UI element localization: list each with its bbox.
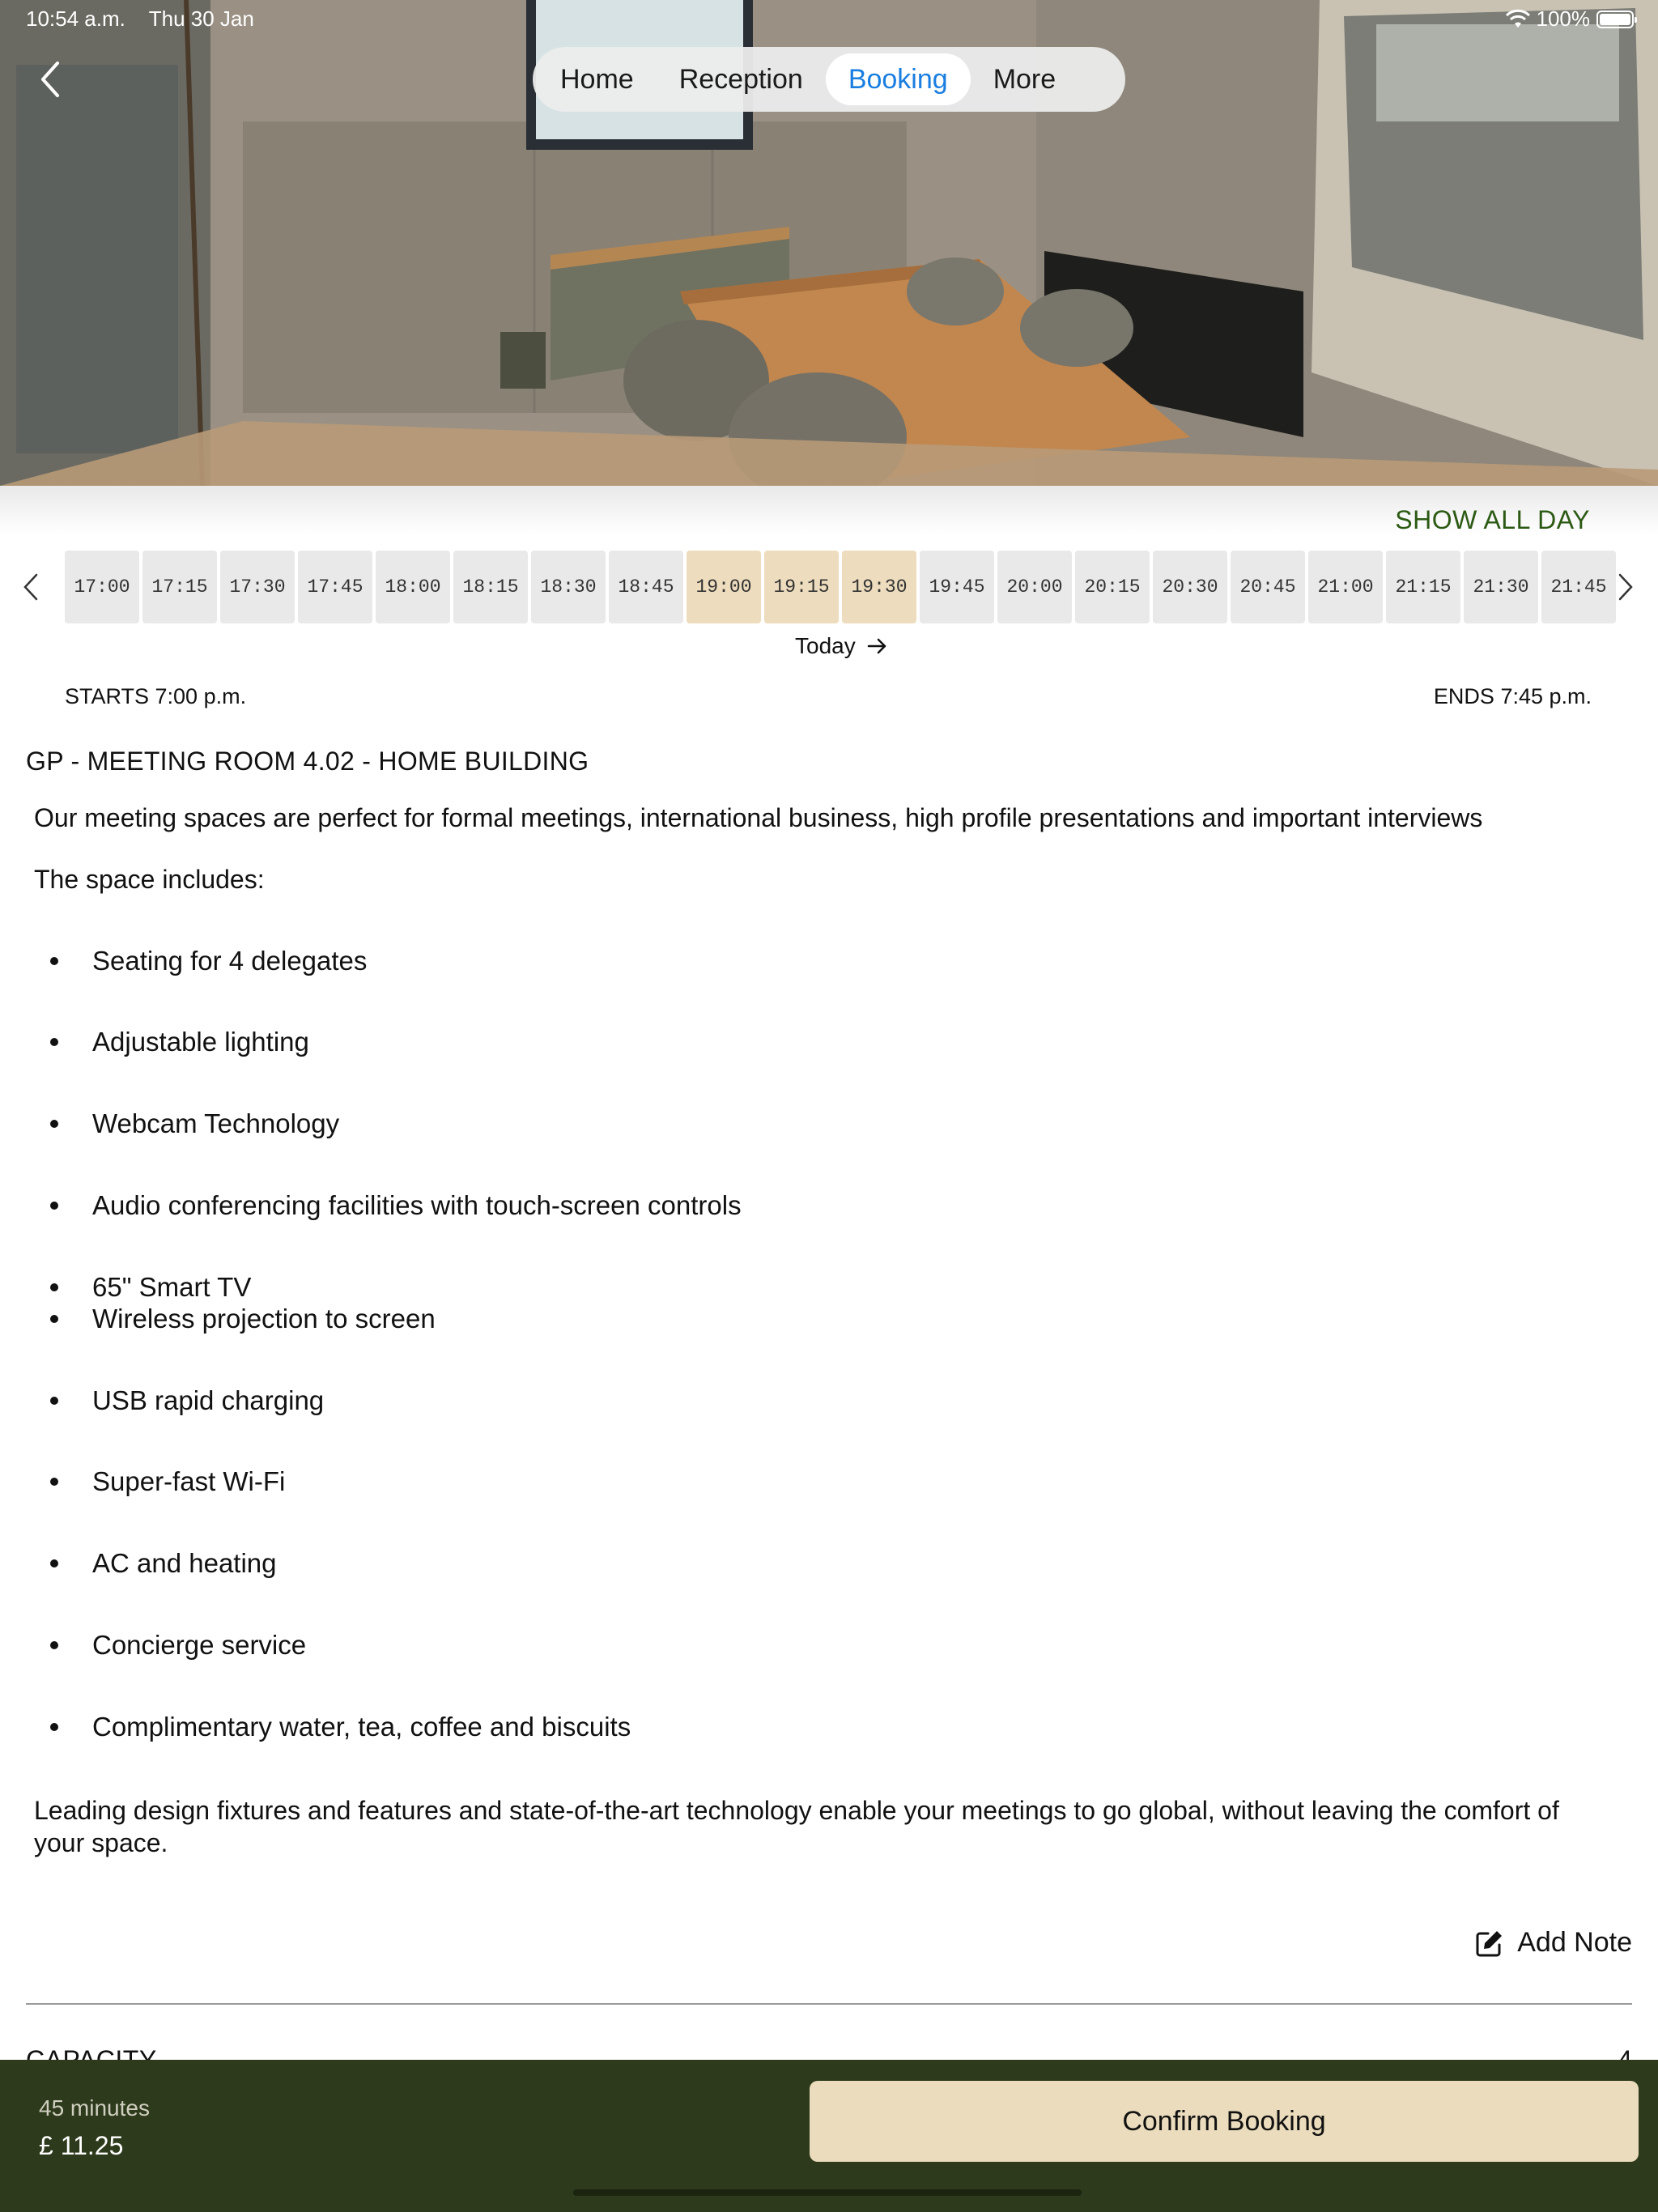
room-intro: Our meeting spaces are perfect for formal meetings, international business, high profile presentations and important interviews xyxy=(34,803,1483,832)
feature-item xyxy=(50,1630,306,1661)
tab-home[interactable]: Home xyxy=(560,63,634,95)
tab-booking[interactable]: Booking xyxy=(826,53,971,105)
feature-text: Seating for 4 delegates xyxy=(92,946,368,976)
booking-duration: 45 minutes xyxy=(39,2095,150,2121)
chevron-right-icon xyxy=(1618,573,1634,601)
feature-text: Concierge service xyxy=(92,1630,307,1660)
feature-item xyxy=(50,1027,309,1057)
battery-percent: 100% xyxy=(1536,6,1590,31)
start-time: STARTS 7:00 p.m. xyxy=(65,684,247,708)
time-slot[interactable]: 21:45 xyxy=(1541,551,1616,623)
today-button[interactable] xyxy=(795,633,888,659)
includes-label: The space includes: xyxy=(34,865,265,894)
bullet xyxy=(50,1559,58,1568)
bullet xyxy=(50,1723,58,1731)
feature-text: USB rapid charging xyxy=(92,1385,325,1415)
add-note-button[interactable] xyxy=(1475,1927,1632,1959)
booking-price: £ 11.25 xyxy=(39,2131,124,2160)
wifi-icon xyxy=(1506,10,1530,29)
add-note-label: Add Note xyxy=(1517,1927,1632,1958)
bullet xyxy=(50,1315,58,1323)
time-slot[interactable]: 20:30 xyxy=(1153,551,1227,623)
status-clock xyxy=(26,6,254,32)
arrow-right-icon xyxy=(867,637,888,655)
feature-text: 65" Smart TV xyxy=(92,1272,252,1302)
slots-prev-button[interactable] xyxy=(15,567,47,607)
time-slot[interactable]: 17:45 xyxy=(298,551,372,623)
status-time: 10:54 a.m. xyxy=(26,6,125,31)
time-slot[interactable]: 20:00 xyxy=(997,551,1072,623)
end-time: ENDS 7:45 p.m. xyxy=(1433,684,1592,708)
bullet xyxy=(50,1202,58,1210)
bullet xyxy=(50,1641,58,1649)
slots-next-button[interactable] xyxy=(1609,567,1642,607)
time-slot[interactable]: 20:45 xyxy=(1231,551,1305,623)
feature-text: Complimentary water, tea, coffee and biscuits xyxy=(92,1712,631,1742)
feature-item xyxy=(50,1548,277,1579)
time-slot[interactable]: 18:45 xyxy=(609,551,683,623)
feature-item xyxy=(50,1272,251,1303)
feature-item xyxy=(50,1108,339,1139)
time-slot[interactable]: 19:15 xyxy=(764,551,839,623)
time-slot[interactable]: 18:15 xyxy=(453,551,528,623)
segmented-nav xyxy=(533,47,1125,112)
battery-icon xyxy=(1596,11,1634,28)
bullet xyxy=(50,1397,58,1405)
divider xyxy=(26,2003,1632,2005)
room-title: GP - MEETING ROOM 4.02 - HOME BUILDING xyxy=(26,747,589,776)
time-slot[interactable]: 18:00 xyxy=(376,551,450,623)
feature-item xyxy=(50,1304,436,1334)
feature-item xyxy=(50,1466,285,1497)
time-slot[interactable]: 19:45 xyxy=(920,551,994,623)
booking-footer xyxy=(0,2060,1658,2212)
today-label: Today xyxy=(795,633,856,658)
time-slot[interactable]: 19:00 xyxy=(687,551,761,623)
feature-item xyxy=(50,946,367,976)
chevron-left-icon xyxy=(40,61,61,98)
confirm-booking-button[interactable]: Confirm Booking xyxy=(810,2081,1639,2162)
tab-reception[interactable]: Reception xyxy=(678,63,803,95)
show-all-day-button[interactable]: SHOW ALL DAY xyxy=(1395,505,1590,534)
feature-text: Adjustable lighting xyxy=(92,1027,309,1057)
feature-text: Webcam Technology xyxy=(92,1108,340,1138)
status-indicators xyxy=(1506,6,1635,32)
feature-text: AC and heating xyxy=(92,1548,277,1578)
edit-note-icon xyxy=(1475,1929,1504,1958)
bullet xyxy=(50,1120,58,1128)
chevron-left-icon xyxy=(23,573,39,601)
bullet xyxy=(50,1478,58,1486)
time-slot[interactable]: 17:00 xyxy=(65,551,139,623)
feature-item xyxy=(50,1190,742,1221)
back-button[interactable] xyxy=(32,57,68,102)
feature-text: Super-fast Wi-Fi xyxy=(92,1466,286,1496)
time-slot[interactable]: 21:15 xyxy=(1386,551,1460,623)
time-slot[interactable]: 21:00 xyxy=(1308,551,1383,623)
tab-more[interactable]: More xyxy=(993,63,1056,95)
feature-item xyxy=(50,1712,631,1742)
time-slot[interactable]: 21:30 xyxy=(1464,551,1538,623)
time-slot-strip xyxy=(65,551,1607,623)
time-slot[interactable]: 18:30 xyxy=(531,551,606,623)
time-slot[interactable]: 17:15 xyxy=(142,551,217,623)
feature-text: Wireless projection to screen xyxy=(92,1304,436,1334)
time-slot[interactable]: 20:15 xyxy=(1075,551,1150,623)
time-slot-row xyxy=(65,551,1607,623)
time-slot[interactable]: 17:30 xyxy=(220,551,295,623)
feature-item xyxy=(50,1385,324,1416)
room-closing-text: Leading design fixtures and features and state-of-the-art technology enable your meetings to go global, without leaving the comfort of your space. xyxy=(34,1796,1559,1857)
bullet xyxy=(50,1038,58,1046)
bullet xyxy=(50,1283,58,1291)
feature-text: Audio conferencing facilities with touch-screen controls xyxy=(92,1190,742,1220)
status-date: Thu 30 Jan xyxy=(148,6,254,31)
bullet xyxy=(50,957,58,965)
time-slot[interactable]: 19:30 xyxy=(842,551,916,623)
home-indicator xyxy=(573,2189,1082,2196)
